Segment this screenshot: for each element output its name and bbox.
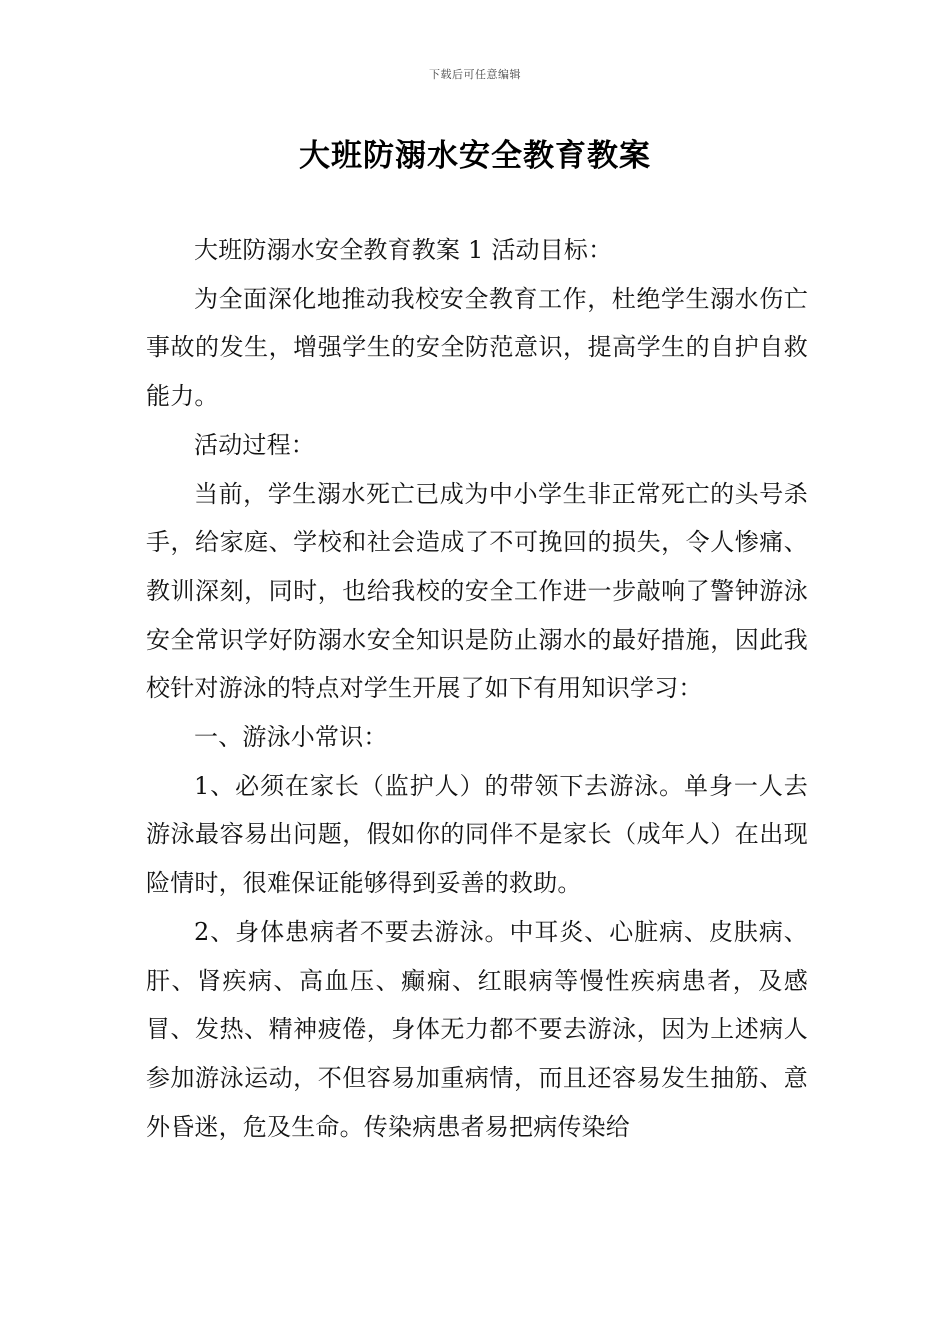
paragraph-objective: 为全面深化地推动我校安全教育工作，杜绝学生溺水伤亡事故的发生，增强学生的安全防范意识，提高学生的自护自救能力。 — [146, 284, 808, 411]
paragraph-objective-heading: 大班防溺水安全教育教案 1 活动目标： — [194, 236, 613, 264]
header-note: 下载后可任意编辑 — [429, 68, 521, 81]
paragraph-rule-1: 1、必须在家长（监护人）的带领下去游泳。单身一人去游泳最容易出问题，假如你的同伴不是家长（成年人）在出现险情时，很难保证能够得到妥善的救助。 — [146, 771, 808, 898]
paragraph-rule-2: 2、身体患病者不要去游泳。中耳炎、心脏病、皮肤病、肝、肾疾病、高血压、癫痫、红眼病等慢性疾病患者，及感冒、发热、精神疲倦，身体无力都不要去游泳，因为上述病人参加游泳运动，不但容易加重病情，而且还容易发生抽筋、意外昏迷，危及生命。传染病患者易把病传染给 — [146, 917, 808, 1141]
paragraph-section-heading: 一、游泳小常识： — [194, 723, 388, 752]
paragraph-process-heading: 活动过程： — [194, 430, 315, 459]
document-body — [146, 226, 808, 1151]
paragraph-background: 当前，学生溺水死亡已成为中小学生非正常死亡的头号杀手，给家庭、学校和社会造成了不可挽回的损失，令人惨痛、教训深刻，同时，也给我校的安全工作进一步敲响了警钟游泳安全常识学好防溺水安全知识是防止溺水的最好措施，因此我校针对游泳的特点对学生开展了如下有用知识学习： — [146, 479, 808, 703]
document-title: 大班防溺水安全教育教案 — [299, 138, 651, 174]
